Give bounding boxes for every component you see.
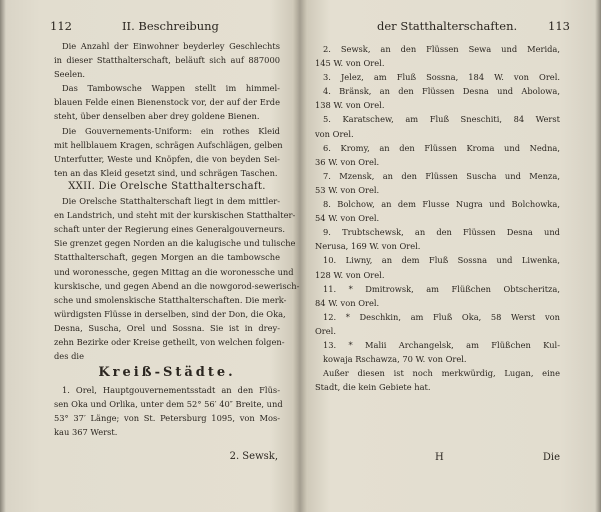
left-running-title: II. Beschreibung <box>122 19 219 33</box>
left-text-line: und woronessche, gegen Mittag an die woronessche und <box>54 266 294 277</box>
left-text-line: Die Gouvernements-Uniform: ein rothes Kleid <box>62 125 280 136</box>
right-text-line: kowaja Rschawza, 70 W. von Orel. <box>323 354 467 365</box>
right-text-line: 128 W. von Orel. <box>315 269 385 280</box>
left-text-line: Die Anzahl der Einwohner beyderley Geschlechts <box>62 41 280 51</box>
right-text-line: 145 W. von Orel. <box>315 58 385 69</box>
left-text-line: mit hellblauem Kragen, schrägen Aufschlägen, gelben <box>54 139 283 150</box>
right-text-line: Stadt, die kein Gebiete hat. <box>315 382 431 393</box>
left-text-line: sche und smolenskische Statthalterschaften. Die merk- <box>54 294 287 305</box>
right-text-line: 12. * Deschkin, am Fluß Oka, 58 Werst von <box>323 311 560 322</box>
right-text-line: 138 W. von Orel. <box>315 100 385 111</box>
right-page-body <box>315 42 560 394</box>
left-text-line: Desna, Suscha, Orel und Sossna. Sie ist in drey- <box>54 322 280 333</box>
left-text-line: 1. Orel, Hauptgouvernementsstadt an den Flüs- <box>62 385 280 396</box>
right-text-line: 36 W. von Orel. <box>315 156 380 167</box>
left-text-line: Kreiß-Städte. <box>98 365 236 381</box>
left-text-line: en Landstrich, und steht mit der kurskischen Statthalter- <box>54 210 296 221</box>
left-text-line: Unterfutter, Weste und Knöpfen, die von beyden Sei- <box>54 153 280 164</box>
right-text-line: Orel. <box>315 325 336 336</box>
left-text-line: sen Oka und Orlika, unter dem 52° 56′ 40″ Breite, und <box>54 399 283 410</box>
right-page <box>301 0 601 512</box>
left-text-line: schaft unter der Regierung eines Generalgouverneurs. <box>54 224 285 235</box>
left-text-line: kau 367 Werst. <box>54 427 118 438</box>
right-page-number: 113 <box>548 19 570 33</box>
right-text-line: 8. Bolchow, an dem Flusse Nugra und Bolchowka, <box>323 199 560 210</box>
left-page <box>0 0 300 512</box>
right-text-line: 10. Liwny, an dem Fluß Sossna und Liwenka, <box>323 255 560 266</box>
left-text-line: des die <box>54 351 84 362</box>
left-text-line: steht, über denselben aber drey goldene Bienen. <box>54 111 260 122</box>
left-text-line: ten an das Kleid gesetzt sind, und schrägen Taschen. <box>54 167 278 178</box>
left-text-line: würdigsten Flüsse in derselben, sind der Don, die Oka, <box>54 308 286 319</box>
right-catchword: Die <box>542 452 560 463</box>
right-text-line: 11. * Dmitrowsk, am Flüßchen Obtscheritza, <box>323 283 560 294</box>
right-text-line: 53 W. von Orel. <box>315 184 380 195</box>
right-text-line: 3. Jelez, am Fluß Sossna, 184 W. von Orel. <box>323 72 560 83</box>
right-running-head <box>315 18 570 34</box>
left-text-line: zehn Bezirke oder Kreise getheilt, von welchen folgen- <box>54 336 285 347</box>
left-catchword: 2. Sewsk, <box>229 451 278 462</box>
signature-mark: H <box>435 452 444 463</box>
right-text-line: 5. Karatschew, am Fluß Sneschiti, 84 Werst <box>323 114 560 125</box>
left-text-line: Statthalterschaft, gegen Morgen an die tambowsche <box>54 252 280 263</box>
left-page-body <box>54 39 300 440</box>
left-text-line: Die Orelsche Statthalterschaft liegt in dem mittler- <box>62 196 280 207</box>
left-page-number: 112 <box>50 19 72 33</box>
left-text-line: XXII. Die Orelsche Statthalterschaft. <box>68 180 266 192</box>
left-text-line: blauen Felde einen Bienenstock vor, der auf der Erde <box>54 97 280 108</box>
right-text-line: 2. Sewsk, an den Flüssen Sewa und Merida, <box>323 44 560 54</box>
right-text-line: 13. * Malii Archangelsk, am Flüßchen Kul- <box>323 339 560 350</box>
left-text-line: 53° 37′ Länge; von St. Petersburg 1095, von Mos- <box>54 413 280 424</box>
right-text-line: 4. Bränsk, an den Flüssen Desna und Abolowa, <box>323 86 560 97</box>
left-text-line: Sie grenzet gegen Norden an die kalugische und tulische <box>54 238 296 249</box>
right-text-line: Nerusa, 169 W. von Orel. <box>315 241 421 252</box>
right-running-title: der Statthalterschaften. <box>377 19 518 33</box>
left-text-line: Seelen. <box>54 69 86 80</box>
right-text-line: Außer diesen ist noch merkwürdig, Lugan, eine <box>323 368 560 379</box>
right-text-line: 54 W. von Orel. <box>315 213 380 224</box>
right-text-line: 6. Kromy, an den Flüssen Kroma und Nedna, <box>323 142 560 153</box>
left-text-line: in dieser Statthalterschaft, beläuft sich auf 887000 <box>54 55 280 66</box>
left-text-line: Das Tambowsche Wappen stellt im himmel- <box>62 83 280 94</box>
right-text-line: 84 W. von Orel. <box>315 297 380 308</box>
left-text-line: kurskische, und gegen Abend an die nowgorod-sewerisch- <box>54 280 300 291</box>
right-text-line: von Orel. <box>315 128 354 139</box>
right-text-line: 9. Trubtschewsk, an den Flüssen Desna und <box>323 227 560 238</box>
right-text-line: 7. Mzensk, an den Flüssen Suscha und Menza, <box>323 170 560 181</box>
left-running-head <box>50 18 282 34</box>
